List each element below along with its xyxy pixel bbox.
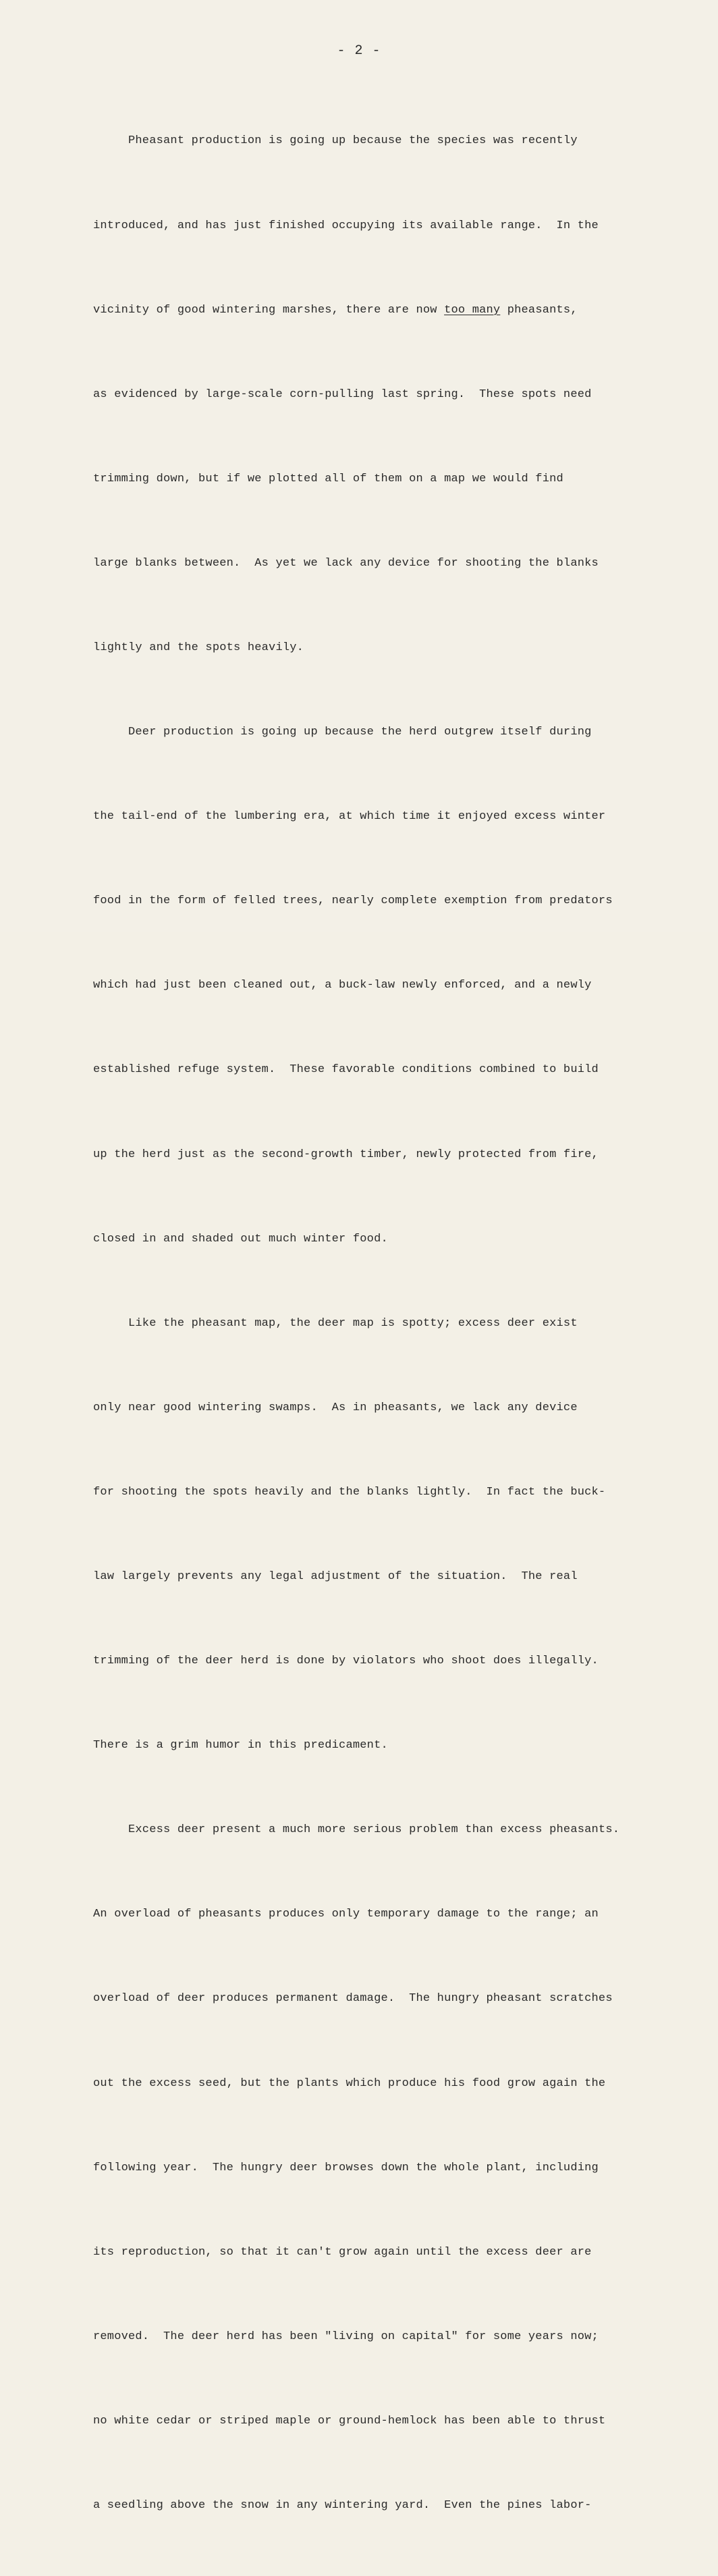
text-line: no white cedar or striped maple or ground-hemlock has been able to thrust (93, 2414, 606, 2427)
text-line: only near good wintering swamps. As in pheasants, we lack any device (93, 1401, 578, 1414)
text-line: trimming down, but if we plotted all of them on a map we would find (93, 472, 563, 485)
text-segment: vicinity of good wintering marshes, there are now (93, 303, 445, 317)
text-line: a seedling above the snow in any wintering yard. Even the pines labor- (93, 2499, 592, 2513)
text-line: food in the form of felled trees, nearly complete exemption from predators (93, 894, 613, 908)
text-line: removed. The deer herd has been "living on capital" for some years now; (93, 2330, 599, 2343)
text-line: closed in and shaded out much winter food. (93, 1232, 388, 1245)
text-line: Deer production is going up because the herd outgrew itself during (93, 726, 592, 739)
text-line: There is a grim humor in this predicament. (93, 1739, 388, 1752)
underlined-phrase: too many (444, 303, 501, 317)
body-text (93, 71, 633, 2576)
text-line: which had just been cleaned out, a buck-law newly enforced, and a newly (93, 979, 592, 992)
text-line: for shooting the spots heavily and the blanks lightly. In fact the buck- (93, 1485, 606, 1499)
text-line: Pheasant production is going up because the species was recently (93, 134, 578, 148)
text-line: Like the pheasant map, the deer map is spotty; excess deer exist (93, 1316, 578, 1330)
text-line: its reproduction, so that it can't grow again until the excess deer are (93, 2245, 592, 2259)
text-line: out the excess seed, but the plants which produce his food grow again the (93, 2076, 606, 2090)
text-line: the tail-end of the lumbering era, at which time it enjoyed excess winter (93, 810, 606, 824)
text-line: law largely prevents any legal adjustment of the situation. The real (93, 1570, 578, 1583)
text-line: Excess deer present a much more serious problem than excess pheasants. (93, 1823, 620, 1837)
text-line: as evidenced by large-scale corn-pulling last spring. These spots need (93, 387, 592, 401)
text-segment: pheasants, (500, 303, 578, 317)
text-line: established refuge system. These favorable conditions combined to build (93, 1063, 599, 1077)
text-line (93, 296, 633, 325)
text-line: lightly and the spots heavily. (93, 641, 304, 654)
text-line: An overload of pheasants produces only temporary damage to the range; an (93, 1908, 599, 1921)
text-line: following year. The hungry deer browses down the whole plant, including (93, 2161, 599, 2174)
text-line: up the herd just as the second-growth timber, newly protected from fire, (93, 1148, 599, 1161)
text-line: trimming of the deer herd is done by violators who shoot does illegally. (93, 1655, 599, 1668)
text-line: large blanks between. As yet we lack any device for shooting the blanks (93, 556, 599, 570)
text-line: overload of deer produces permanent damage. The hungry pheasant scratches (93, 1992, 613, 2006)
page-number: - 2 - (337, 43, 381, 59)
text-line: introduced, and has just finished occupying its available range. In the (93, 219, 599, 232)
